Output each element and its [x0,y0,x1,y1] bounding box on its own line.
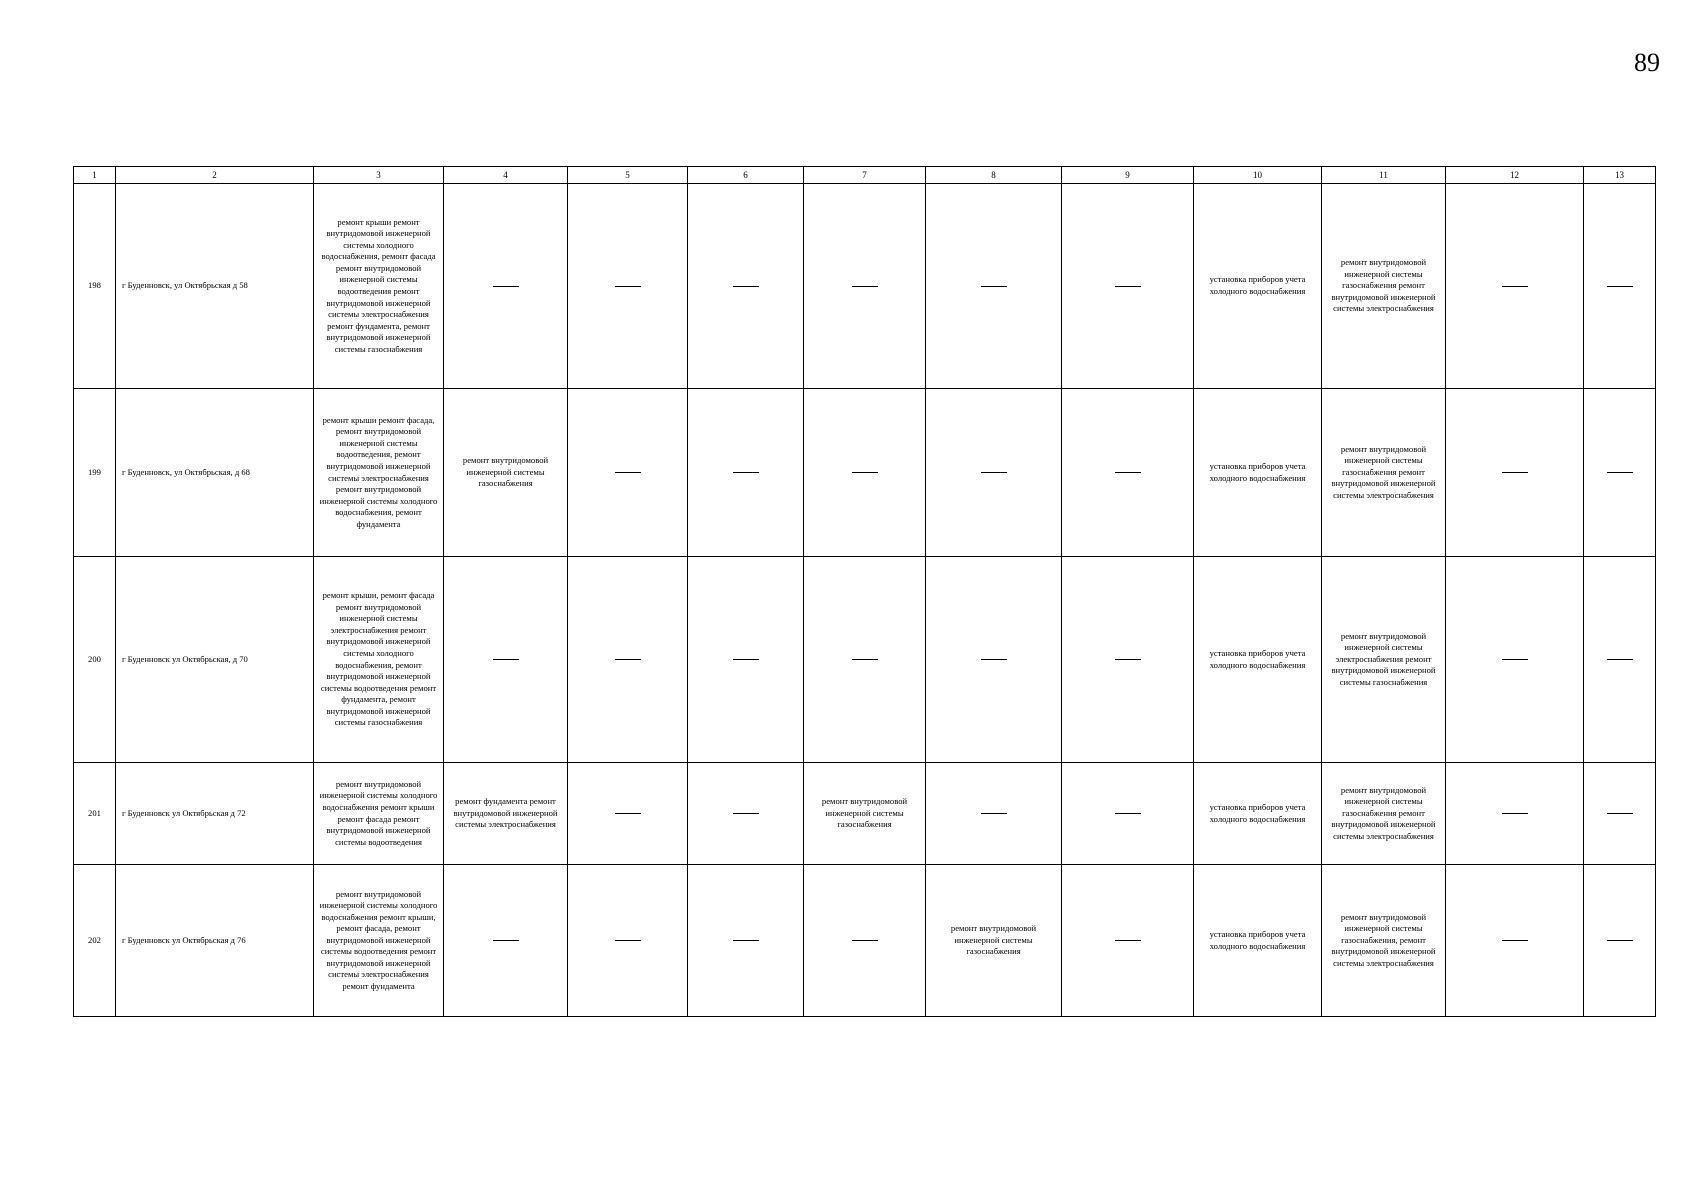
work-cell: ремонт внутридомовой инженерной системы холодного водоснабжения ремонт крыши, ремонт фасада, ремонт внутридомовой инженерной системы водоотведения ремонт внутридомовой инженерной системы электроснабжения ремонт фундамента [314,865,444,1017]
dash-mark [615,659,641,660]
work-cell: ремонт внутридомовой инженерной системы электроснабжения ремонт внутридомовой инженерной системы газоснабжения [1322,557,1446,763]
empty-cell [688,184,804,389]
work-cell: установка приборов учета холодного водоснабжения [1194,763,1322,865]
empty-cell [1584,557,1656,763]
dash-mark [1607,659,1633,660]
work-cell: ремонт крыши, ремонт фасада ремонт внутридомовой инженерной системы электроснабжения ремонт внутридомовой инженерной системы холодного водоснабжения, ремонт внутридомовой инженерной системы водоотведения ремонт фундамента, ремонт внутридомовой инженерной системы газоснабжения [314,557,444,763]
column-number-7: 7 [804,167,926,184]
empty-cell [1584,865,1656,1017]
empty-cell [1446,184,1584,389]
empty-cell [926,389,1062,557]
empty-cell [688,865,804,1017]
empty-cell [1584,389,1656,557]
empty-cell [1584,763,1656,865]
empty-cell [444,184,568,389]
table-row [74,865,1656,1017]
dash-mark [493,940,519,941]
table-row [74,184,1656,389]
empty-cell [926,763,1062,865]
empty-cell [568,865,688,1017]
dash-mark [852,286,878,287]
dash-mark [1607,940,1633,941]
empty-cell [568,184,688,389]
work-cell: ремонт внутридомовой инженерной системы газоснабжения, ремонт внутридомовой инженерной системы электроснабжения [1322,865,1446,1017]
dash-mark [615,286,641,287]
work-cell: ремонт внутридомовой инженерной системы газоснабжения [926,865,1062,1017]
column-number-row [74,167,1656,184]
empty-cell [688,557,804,763]
empty-cell [444,557,568,763]
empty-cell [444,865,568,1017]
dash-mark [493,286,519,287]
empty-cell [804,865,926,1017]
row-number-cell: 199 [74,389,116,557]
dash-mark [981,286,1007,287]
dash-mark [1502,940,1528,941]
dash-mark [1115,659,1141,660]
empty-cell [1446,865,1584,1017]
dash-mark [981,472,1007,473]
dash-mark [981,813,1007,814]
dash-mark [1607,813,1633,814]
column-number-13: 13 [1584,167,1656,184]
dash-mark [1502,286,1528,287]
repair-schedule-table [73,166,1656,1017]
dash-mark [493,659,519,660]
column-number-1: 1 [74,167,116,184]
work-cell: ремонт внутридомовой инженерной системы газоснабжения [804,763,926,865]
empty-cell [1062,557,1194,763]
address-cell: г Буденновск ул Октябрьская, д 70 [116,557,314,763]
table-row [74,763,1656,865]
empty-cell [1062,389,1194,557]
empty-cell [1446,557,1584,763]
dash-mark [1502,472,1528,473]
work-cell: ремонт крыши ремонт внутридомовой инженерной системы холодного водоснабжения, ремонт фасада ремонт внутридомовой инженерной системы водоотведения ремонт внутридомовой инженерной системы электроснабжения ремонт фундамента, ремонт внутридомовой инженерной системы газоснабжения [314,184,444,389]
address-cell: г Буденновск, ул Октябрьская д 58 [116,184,314,389]
column-number-12: 12 [1446,167,1584,184]
work-cell: ремонт фундамента ремонт внутридомовой инженерной системы электроснабжения [444,763,568,865]
dash-mark [615,940,641,941]
dash-mark [733,472,759,473]
dash-mark [852,659,878,660]
address-cell: г Буденновск, ул Октябрьская, д 68 [116,389,314,557]
dash-mark [733,813,759,814]
work-cell: ремонт внутридомовой инженерной системы газоснабжения ремонт внутридомовой инженерной системы электроснабжения [1322,184,1446,389]
empty-cell [1062,865,1194,1017]
empty-cell [1062,763,1194,865]
column-number-2: 2 [116,167,314,184]
dash-mark [1115,813,1141,814]
column-number-6: 6 [688,167,804,184]
work-cell: установка приборов учета холодного водоснабжения [1194,557,1322,763]
row-number-cell: 201 [74,763,116,865]
empty-cell [926,557,1062,763]
work-cell: ремонт крыши ремонт фасада, ремонт внутридомовой инженерной системы водоотведения, ремонт внутридомовой инженерной системы электроснабжения ремонт внутридомовой инженерной системы холодного водоснабжения, ремонт фундамента [314,389,444,557]
dash-mark [1502,813,1528,814]
dash-mark [1115,472,1141,473]
dash-mark [733,286,759,287]
table-row [74,389,1656,557]
empty-cell [688,763,804,865]
work-cell: установка приборов учета холодного водоснабжения [1194,389,1322,557]
empty-cell [804,184,926,389]
empty-cell [688,389,804,557]
empty-cell [1062,184,1194,389]
work-cell: установка приборов учета холодного водоснабжения [1194,865,1322,1017]
empty-cell [568,557,688,763]
dash-mark [981,659,1007,660]
dash-mark [852,472,878,473]
dash-mark [1502,659,1528,660]
row-number-cell: 198 [74,184,116,389]
dash-mark [852,940,878,941]
column-number-5: 5 [568,167,688,184]
work-cell: ремонт внутридомовой инженерной системы холодного водоснабжения ремонт крыши ремонт фасада ремонт внутридомовой инженерной системы водоотведения [314,763,444,865]
work-cell: ремонт внутридомовой инженерной системы газоснабжения ремонт внутридомовой инженерной системы электроснабжения [1322,389,1446,557]
dash-mark [615,472,641,473]
empty-cell [1584,184,1656,389]
dash-mark [1607,472,1633,473]
work-cell: ремонт внутридомовой инженерной системы газоснабжения ремонт внутридомовой инженерной системы электроснабжения [1322,763,1446,865]
empty-cell [804,557,926,763]
column-number-8: 8 [926,167,1062,184]
dash-mark [1607,286,1633,287]
empty-cell [926,184,1062,389]
column-number-3: 3 [314,167,444,184]
address-cell: г Буденновск ул Октябрьская д 76 [116,865,314,1017]
dash-mark [615,813,641,814]
column-number-9: 9 [1062,167,1194,184]
dash-mark [1115,286,1141,287]
dash-mark [733,659,759,660]
work-cell: установка приборов учета холодного водоснабжения [1194,184,1322,389]
empty-cell [1446,763,1584,865]
row-number-cell: 200 [74,557,116,763]
address-cell: г Буденновск ул Октябрьская д 72 [116,763,314,865]
column-number-11: 11 [1322,167,1446,184]
column-number-10: 10 [1194,167,1322,184]
column-number-4: 4 [444,167,568,184]
work-cell: ремонт внутридомовой инженерной системы газоснабжения [444,389,568,557]
dash-mark [1115,940,1141,941]
empty-cell [1446,389,1584,557]
empty-cell [568,763,688,865]
empty-cell [804,389,926,557]
table-row [74,557,1656,763]
dash-mark [733,940,759,941]
page-number: 89 [1634,48,1660,77]
empty-cell [568,389,688,557]
row-number-cell: 202 [74,865,116,1017]
